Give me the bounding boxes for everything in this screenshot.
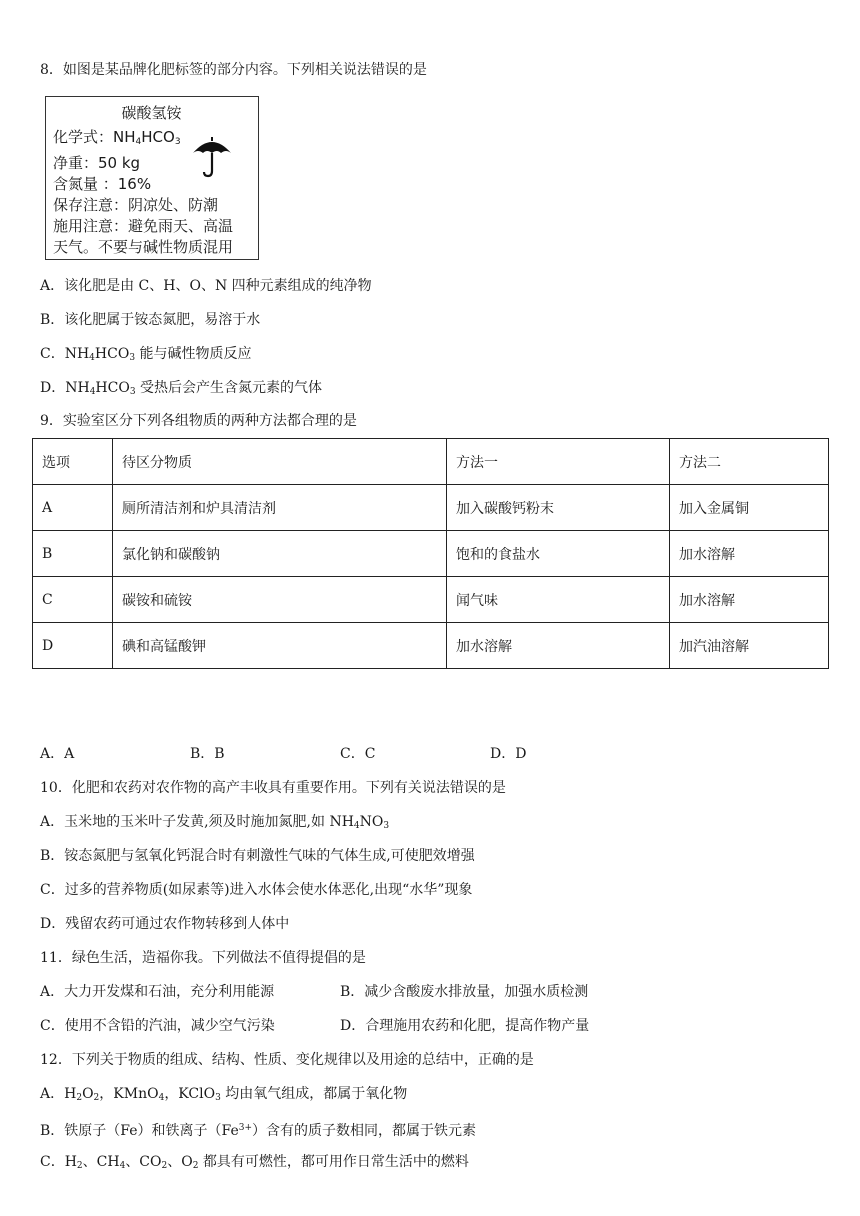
q12-option-a: A．$H_2O_2$，KMnO$_4$，KClO$_3$ 均由氧气组成，都属于氧化物 bbox=[40, 1086, 408, 1103]
label-storage: 保存注意：阴凉处、防潮 bbox=[53, 196, 219, 214]
table-cell: 加水溶解 bbox=[670, 577, 829, 623]
q10-option-a: A．玉米地的玉米叶子发黄,须及时施加氮肥,如 $NH_4NO_3$ bbox=[40, 814, 390, 831]
table-cell: 厕所清洁剂和炉具清洁剂 bbox=[113, 485, 447, 531]
q8-option-c: C．$NH_4HCO_3$ 能与碱性物质反应 bbox=[40, 346, 252, 363]
label-title: 碳酸氢铵 bbox=[121, 104, 182, 122]
q12-stem: 12．下列关于物质的组成、结构、性质、变化规律以及用途的总结中，正确的是 bbox=[40, 1052, 534, 1068]
q10-stem: 10．化肥和农药对农作物的高产丰收具有重要作用。下列有关说法错误的是 bbox=[40, 780, 506, 796]
q10-option-b: B．铵态氮肥与氢氧化钙混合时有刺激性气味的气体生成,可使肥效增强 bbox=[40, 848, 475, 864]
table-header-cell: 选项 bbox=[33, 439, 113, 485]
table-cell: 碘和高锰酸钾 bbox=[113, 623, 447, 669]
q9-option-d: D．D bbox=[490, 746, 527, 762]
q9-stem: 9．实验室区分下列各组物质的两种方法都合理的是 bbox=[40, 413, 357, 429]
q11-option-d: D．合理施用农药和化肥，提高作物产量 bbox=[340, 1018, 590, 1034]
q9-option-a: A．A bbox=[40, 746, 75, 762]
q11-option-b: B．减少含酸废水排放量，加强水质检测 bbox=[340, 984, 589, 1000]
q12-option-b: B．铁原子（Fe）和铁离子$(Fe^{3+})$含有的质子数相同，都属于铁元素 bbox=[40, 1123, 477, 1139]
umbrella-icon bbox=[191, 135, 233, 179]
table-cell: 加水溶解 bbox=[670, 531, 829, 577]
table-header-cell: 待区分物质 bbox=[113, 439, 447, 485]
q10-option-c: C．过多的营养物质(如尿素等)进入水体会使水体恶化,出现“水华”现象 bbox=[40, 882, 473, 898]
table-cell: 加入金属铜 bbox=[670, 485, 829, 531]
table-cell: 饱和的食盐水 bbox=[447, 531, 670, 577]
fertilizer-label bbox=[45, 96, 259, 260]
table-cell: A bbox=[33, 485, 113, 531]
q12-option-c: C．$H_2$、$CH_4$、$CO_2$、$O_2$ 都具有可燃性，都可用作日常生活中的燃料 bbox=[40, 1154, 469, 1171]
table-cell: 氯化钠和碳酸钠 bbox=[113, 531, 447, 577]
q8-option-b: B．该化肥属于铵态氮肥，易溶于水 bbox=[40, 312, 261, 328]
table-cell: B bbox=[33, 531, 113, 577]
q8-stem: 8．如图是某品牌化肥标签的部分内容。下列相关说法错误的是 bbox=[40, 62, 427, 78]
label-usage-1: 施用注意：避免雨天、高温 bbox=[53, 217, 234, 235]
table-cell: 加汽油溶解 bbox=[670, 623, 829, 669]
table-row bbox=[33, 623, 829, 669]
table-cell: 加水溶解 bbox=[447, 623, 670, 669]
table-row bbox=[33, 485, 829, 531]
q11-option-a: A．大力开发煤和石油，充分利用能源 bbox=[40, 984, 275, 1000]
table-cell: C bbox=[33, 577, 113, 623]
table-cell: 碳铵和硫铵 bbox=[113, 577, 447, 623]
table-row bbox=[33, 577, 829, 623]
label-nitrogen: 含氮量 ：16% bbox=[53, 175, 152, 193]
table-row bbox=[33, 531, 829, 577]
table-header-row bbox=[33, 439, 829, 485]
table-cell: 加入碳酸钙粉末 bbox=[447, 485, 670, 531]
q8-option-a: A．该化肥是由 C、H、O、N 四种元素组成的纯净物 bbox=[40, 278, 372, 294]
table-header-cell: 方法二 bbox=[670, 439, 829, 485]
q9-table bbox=[32, 438, 829, 669]
label-usage-2: 天气。不要与碱性物质混用 bbox=[53, 238, 234, 256]
table-cell: 闻气味 bbox=[447, 577, 670, 623]
q10-option-d: D．残留农药可通过农作物转移到人体中 bbox=[40, 916, 290, 932]
label-net-weight: 净重：50 kg bbox=[53, 154, 141, 172]
q11-option-c: C．使用不含铅的汽油，减少空气污染 bbox=[40, 1018, 275, 1034]
table-header-cell: 方法一 bbox=[447, 439, 670, 485]
table-cell: D bbox=[33, 623, 113, 669]
q9-option-c: C．C bbox=[340, 746, 376, 762]
label-formula: 化学式：$NH_4HCO_3$ bbox=[53, 128, 181, 147]
q9-option-b: B．B bbox=[190, 746, 225, 762]
q8-option-d: D．$NH_4HCO_3$ 受热后会产生含氮元素的气体 bbox=[40, 380, 323, 397]
q11-stem: 11．绿色生活，造福你我。下列做法不值得提倡的是 bbox=[40, 950, 366, 966]
